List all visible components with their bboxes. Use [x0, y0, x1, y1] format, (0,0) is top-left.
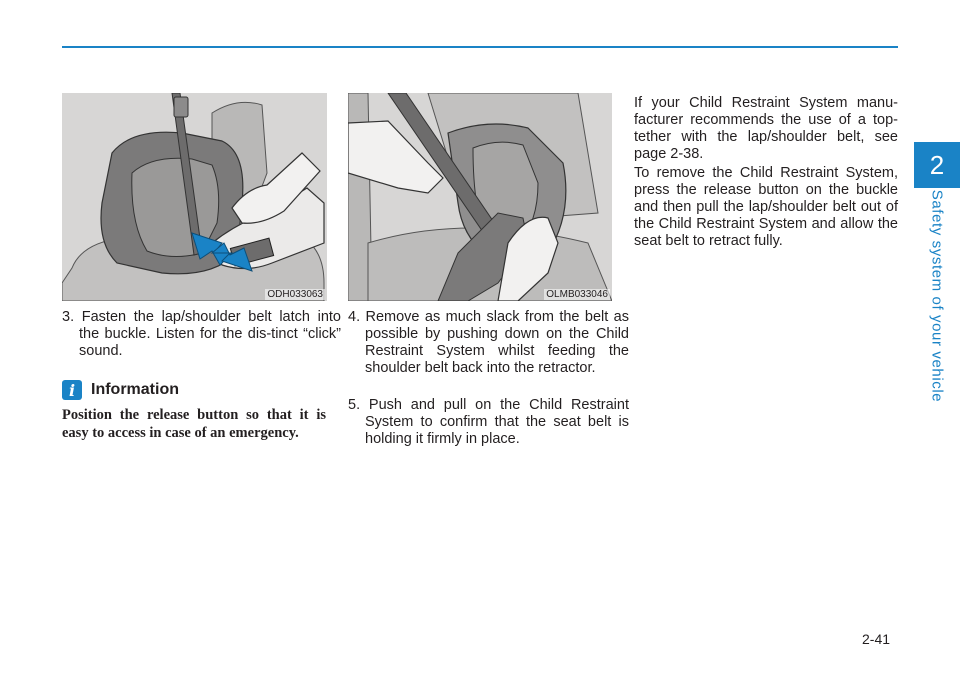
info-icon: i — [62, 380, 82, 400]
step-4: 4. Remove as much slack from the belt as possible by pushing down on the Child Restraint System whilst feeding the shoulder belt back into the retractor. — [348, 309, 629, 376]
figure-buckle-latch — [62, 93, 327, 301]
slack-illustration — [348, 93, 612, 301]
information-title: Information — [91, 381, 179, 398]
step-3: 3. Fasten the lap/shoulder belt latch into the buckle. Listen for the dis-tinct “click” sound. — [62, 309, 341, 359]
buckle-illustration — [62, 93, 327, 301]
information-body: Position the release button so that it is easy to access in case of an emergency. — [62, 407, 326, 441]
chapter-tab: 2 — [914, 142, 960, 188]
information-header — [62, 380, 179, 400]
figure-remove-slack — [348, 93, 612, 301]
top-rule — [62, 46, 898, 48]
step-5: 5. Push and pull on the Child Restraint System to confirm that the seat belt is holding it firmly in place. — [348, 397, 629, 447]
figure-code: ODH033063 — [267, 289, 323, 300]
page-number: 2-41 — [862, 631, 891, 647]
top-tether-paragraph: If your Child Restraint System manu-facturer recommends the use of a top-tether with the lap/shoulder belt, see page 2-38. — [634, 95, 898, 162]
chapter-title: Safety system of your vehicle — [928, 189, 946, 403]
figure-code: OLMB033046 — [546, 289, 608, 300]
removal-paragraph: To remove the Child Restraint System, press the release button on the buckle and then pull the lap/shoulder belt out of the Child Restraint System and allow the seat belt to retract fully. — [634, 165, 898, 249]
